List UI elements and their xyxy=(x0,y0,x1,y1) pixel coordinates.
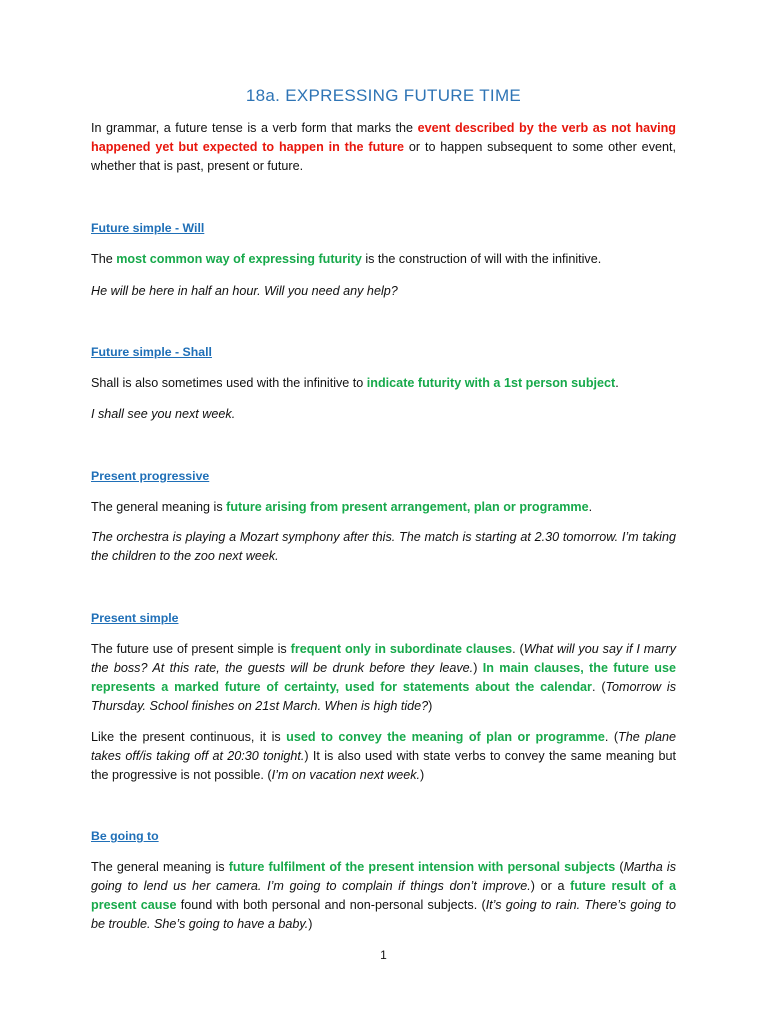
will-text: is the construction of will with the infinitive. xyxy=(361,252,602,266)
progressive-highlight: future arising from present arrangement, plan or programme xyxy=(226,500,589,514)
simple-text: ) It is also used with state verbs to convey the same meaning but the progressive is not possible. ( xyxy=(91,749,676,782)
going-highlight: future fulfilment of the present intension with personal subjects xyxy=(228,860,616,874)
intro-text: In grammar, a future tense is a verb form that marks the xyxy=(91,121,418,135)
heading-future-simple-will: Future simple - Will xyxy=(91,221,205,235)
shall-highlight: indicate futurity with a 1st person subject xyxy=(366,376,616,390)
simple-highlight: frequent only in subordinate clauses xyxy=(290,642,513,656)
shall-text: . xyxy=(615,376,619,390)
progressive-text: . xyxy=(588,500,593,514)
will-example: He will be here in half an hour. Will you need any help? xyxy=(91,284,398,298)
simple-text: ) xyxy=(473,661,483,675)
shall-example: I shall see you next week. xyxy=(91,407,236,421)
simple-example: The plane takes off/is taking off at 20:30 tonight. xyxy=(91,730,676,763)
present-simple-paragraph-1 xyxy=(91,640,676,716)
simple-text: . ( xyxy=(512,642,524,656)
going-text: ) xyxy=(308,917,313,931)
simple-example: Tomorrow is Thursday. School finishes on 21st March. When is high tide? xyxy=(91,680,676,713)
shall-paragraph xyxy=(91,374,676,393)
simple-example: What will you say if I marry the boss? At this rate, the guests will be drunk before they leave. xyxy=(91,642,676,675)
simple-text: Like the present continuous, it is xyxy=(91,730,287,744)
simple-highlight: used to convey the meaning of plan or programme xyxy=(286,730,605,744)
shall-text: Shall is also sometimes used with the infinitive to xyxy=(91,376,367,390)
heading-present-progressive: Present progressive xyxy=(91,469,210,483)
simple-highlight: In main clauses, the future use represents a marked future of certainty, used for statements about the calendar xyxy=(91,661,677,694)
heading-future-simple-shall: Future simple - Shall xyxy=(91,345,212,359)
page-number: 1 xyxy=(380,948,387,962)
progressive-paragraph xyxy=(91,498,676,517)
going-to-paragraph xyxy=(91,858,676,934)
going-example: It’s going to rain. There’s going to be trouble. She’s going to have a baby. xyxy=(91,898,676,931)
simple-text: ) xyxy=(428,699,433,713)
intro-highlight: event described by the verb as not having happened yet but expected to happen in the future xyxy=(91,121,676,154)
page-title: 18a. EXPRESSING FUTURE TIME xyxy=(245,86,522,105)
heading-be-going-to: Be going to xyxy=(91,829,159,843)
going-text: ) or a xyxy=(530,879,571,893)
progressive-example: The orchestra is playing a Mozart symphony after this. The match is starting at 2.30 tomorrow. I’m taking the children to the zoo next week. xyxy=(91,530,676,563)
intro-text: or to happen subsequent to some other event, whether that is past, present or future. xyxy=(91,140,676,173)
going-example: Martha is going to lend us her camera. I’m going to complain if things don’t improve. xyxy=(91,860,676,893)
going-text: found with both personal and non-personal subjects. ( xyxy=(176,898,486,912)
simple-text: . ( xyxy=(591,680,606,694)
progressive-text: The general meaning is xyxy=(91,500,227,514)
simple-text: . ( xyxy=(604,730,619,744)
will-paragraph xyxy=(91,250,676,269)
heading-present-simple: Present simple xyxy=(91,611,179,625)
going-text: ( xyxy=(615,860,624,874)
simple-example: I’m on vacation next week. xyxy=(271,768,421,782)
intro-paragraph xyxy=(91,119,676,176)
going-text: The general meaning is xyxy=(91,860,229,874)
simple-text: ) xyxy=(420,768,425,782)
simple-text: The future use of present simple is xyxy=(91,642,291,656)
present-simple-paragraph-2 xyxy=(91,728,676,785)
will-highlight: most common way of expressing futurity xyxy=(116,252,362,266)
going-highlight: future result of a present cause xyxy=(91,879,676,912)
will-text: The xyxy=(91,252,117,266)
